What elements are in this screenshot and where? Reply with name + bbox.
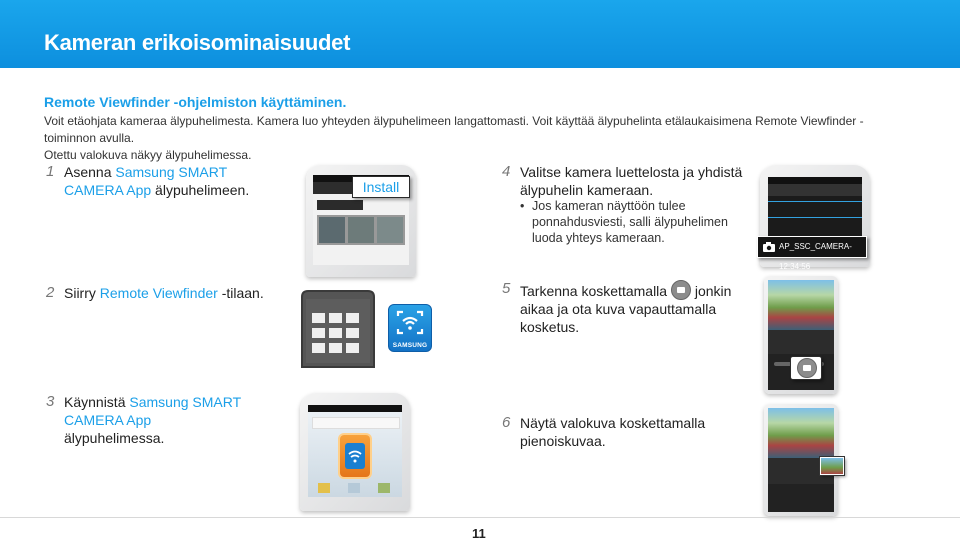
app-banner (317, 200, 363, 210)
screenshot-strip (317, 215, 405, 245)
divider (768, 217, 862, 218)
step-6 (502, 414, 740, 450)
search-bar (312, 417, 400, 429)
status-bar (308, 405, 402, 412)
page-number: 11 (472, 526, 486, 541)
step-text: Tarkenna koskettamalla (520, 283, 671, 299)
smart-camera-app-icon[interactable] (340, 435, 370, 477)
page-header (0, 0, 960, 68)
divider (768, 201, 862, 202)
live-preview (768, 408, 834, 458)
step-text: Siirry (64, 285, 100, 301)
shutter-button[interactable] (790, 356, 822, 380)
step-text: Näytä valokuva koskettamalla pienoiskuvaa. (520, 415, 706, 449)
mode-name: Remote Viewfinder (99, 285, 218, 301)
phone-home-screen (300, 393, 410, 511)
step-text: Valitse kamera luettelosta ja yhdistä älypuhelin kameraan. (520, 164, 743, 198)
step-3 (46, 393, 254, 447)
step-text: jonkin aikaa ja ota kuva vapauttamalla kosketus. (520, 283, 732, 335)
camera-icon (763, 242, 775, 252)
section-title: Remote Viewfinder -ohjelmiston käyttäminen. (44, 94, 347, 110)
intro-line-2: Otettu valokuva näkyy älypuhelimessa. (44, 148, 252, 162)
photo-thumbnail[interactable] (820, 457, 844, 475)
step-text: älypuhelimeen. (151, 182, 250, 198)
shutter-icon (797, 358, 817, 378)
camera-network-name: AP_SSC_CAMERA-12:34:56 (779, 242, 852, 271)
control-bar (768, 330, 834, 354)
step-number: 5 (502, 280, 511, 297)
step-number: 4 (502, 163, 511, 180)
install-button[interactable] (352, 176, 410, 198)
app-bar (768, 184, 862, 196)
footer-divider (0, 517, 960, 518)
step-4 (502, 163, 750, 199)
step-number: 2 (46, 284, 55, 301)
live-preview (768, 280, 834, 330)
remote-viewfinder-icon[interactable] (388, 304, 432, 352)
app-name: Samsung SMART CAMERA App (64, 164, 227, 198)
phone-screen (308, 405, 402, 497)
status-bar (768, 177, 862, 184)
step-number: 1 (46, 163, 55, 180)
page-title: Kameran erikoisominaisuudet (44, 30, 351, 55)
intro-line-1: Voit etäohjata kameraa älypuhelimesta. Kamera luo yhteyden älypuhelimeen langattomasti. Voit käyttää älypuhelinta etälaukaisimena Remote Viewfinder -toiminnon avulla. (44, 114, 864, 145)
app-icon (378, 483, 390, 493)
step-text: -tilaan. (217, 285, 264, 301)
step-1 (46, 163, 284, 199)
intro-text (44, 113, 914, 164)
samsung-label: SAMSUNG (392, 342, 428, 349)
step-4-note (520, 198, 732, 246)
step-5 (502, 280, 740, 336)
step-2 (46, 284, 284, 302)
step-number: 6 (502, 414, 511, 431)
app-name: Samsung SMART CAMERA App (64, 394, 241, 428)
bullet: • (520, 199, 525, 213)
note-text: Jos kameran näyttöön tulee ponnahdusviesti, salli älypuhelimen luoda yhteys kameraan. (532, 199, 728, 245)
shutter-icon (671, 280, 691, 300)
camera-body-illustration (296, 283, 380, 371)
install-label: Install (362, 179, 400, 195)
app-icon (318, 483, 330, 493)
step-text: Asenna (64, 164, 116, 180)
step-text: älypuhelimessa. (64, 430, 165, 446)
step-number: 3 (46, 393, 55, 410)
camera-list-item[interactable] (757, 236, 867, 271)
app-icon (348, 483, 360, 493)
step-text: Käynnistä (64, 394, 130, 410)
